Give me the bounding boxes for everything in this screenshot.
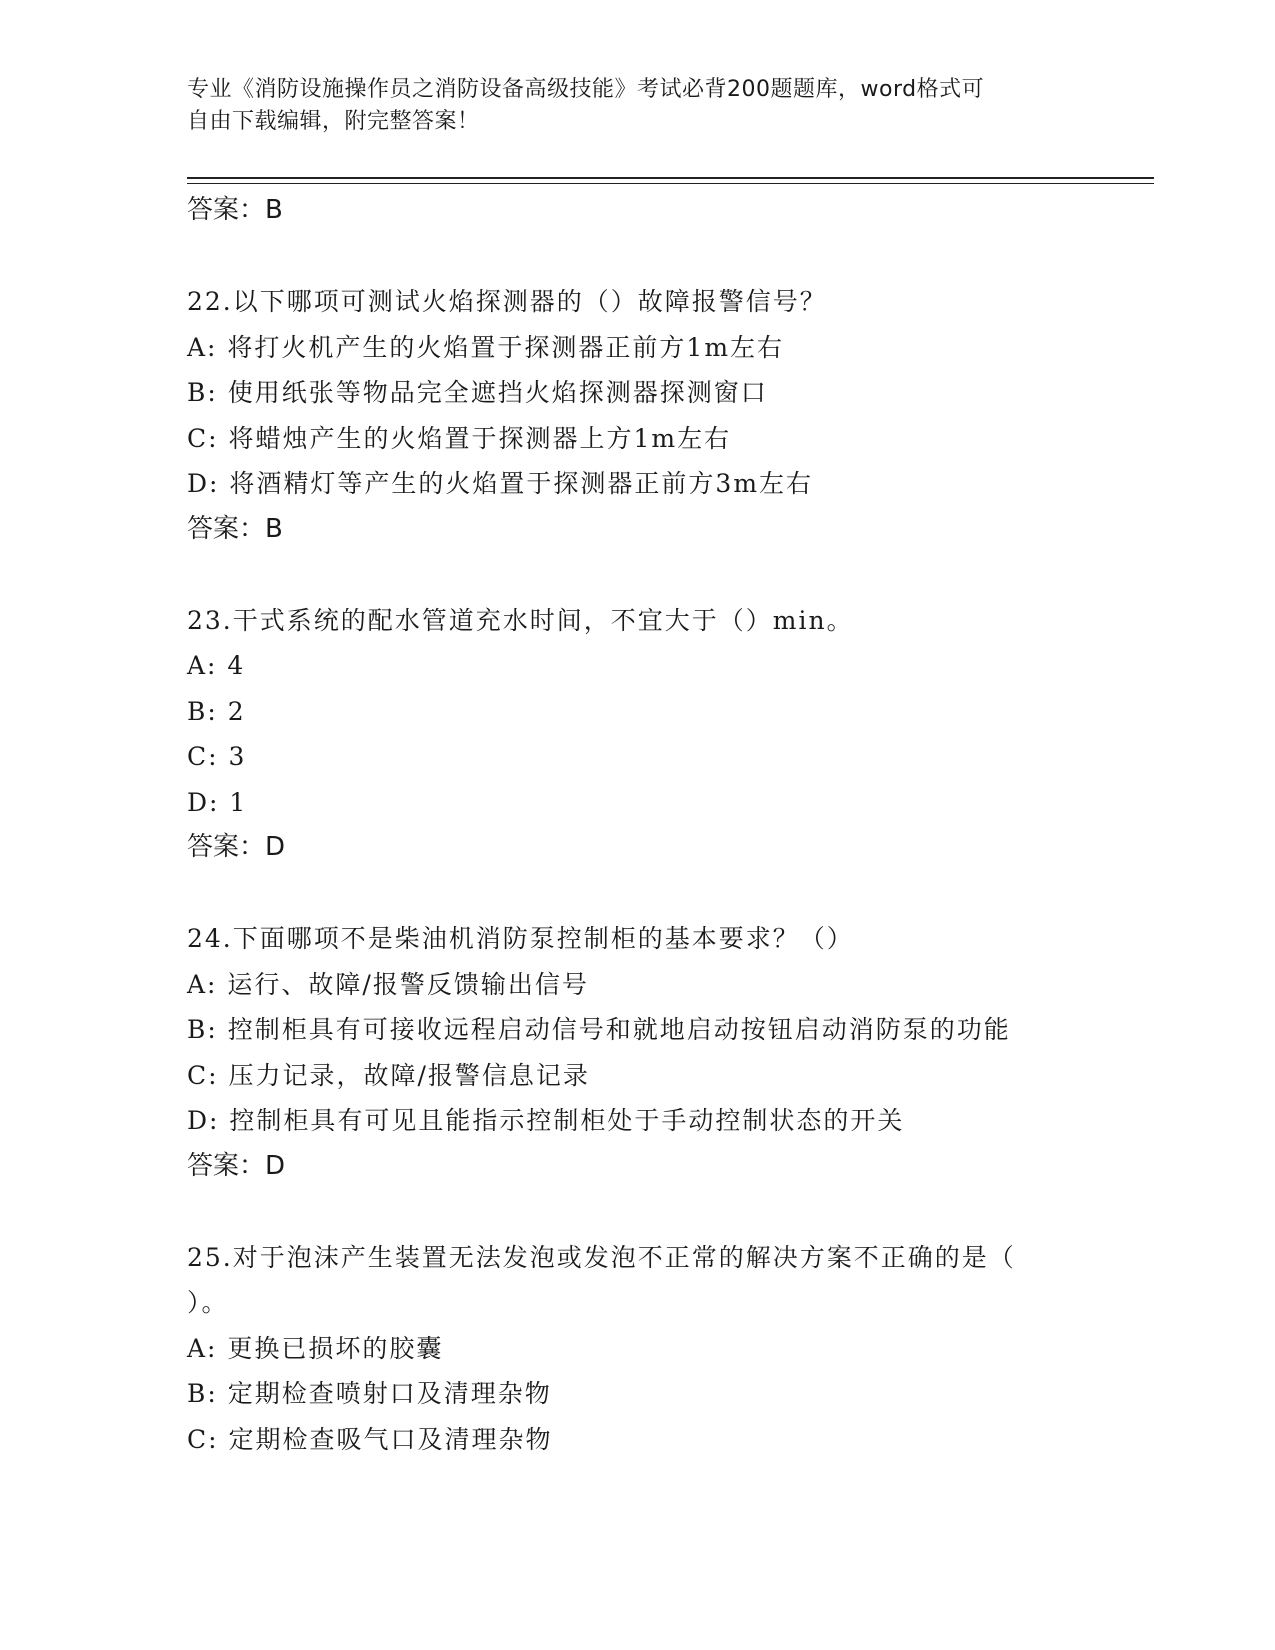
question-25 (187, 1235, 1087, 1463)
option-b: B: 2 (187, 696, 246, 726)
option-d: D: 1 (187, 787, 248, 817)
spacer (187, 233, 1087, 279)
answer: 答案：B (187, 513, 283, 544)
question-23 (187, 598, 1087, 871)
page-header (187, 74, 1067, 138)
option-c: C: 3 (187, 742, 247, 771)
option-c: C: 压力记录，故障/报警信息记录 (187, 1060, 590, 1090)
question-stem-continued: ）。 (187, 1288, 229, 1317)
option-d: D: 将酒精灯等产生的火焰置于探测器正前方3m左右 (187, 469, 814, 498)
question-22 (187, 279, 1087, 552)
option-b: B: 定期检查喷射口及清理杂物 (187, 1379, 552, 1408)
header-line-1: 专业《消防设施操作员之消防设备高级技能》考试必背200题题库，word格式可 (187, 77, 985, 102)
header-line-2: 自由下载编辑，附完整答案！ (187, 109, 480, 134)
answer: 答案：D (187, 832, 286, 862)
answer-21: 答案：B (187, 195, 283, 225)
option-b: B: 使用纸张等物品完全遮挡火焰探测器探测窗口 (187, 378, 768, 407)
option-a: A: 将打火机产生的火焰置于探测器正前方1m左右 (187, 332, 785, 362)
option-a: A: 更换已损坏的胶囊 (187, 1333, 444, 1363)
question-stem: 22.以下哪项可测试火焰探测器的（）故障报警信号？ (187, 287, 827, 316)
question-stem: 23.干式系统的配水管道充水时间，不宜大于（）min。 (187, 605, 854, 635)
spacer (187, 1189, 1087, 1235)
spacer (187, 552, 1087, 598)
header-divider-thick (187, 177, 1154, 179)
option-a: A: 运行、故障/报警反馈输出信号 (187, 969, 589, 999)
question-list (187, 188, 1087, 1462)
question-stem: 24.下面哪项不是柴油机消防泵控制柜的基本要求？（） (187, 924, 854, 953)
answer: 答案：D (187, 1150, 286, 1181)
question-stem: 25.对于泡沫产生装置无法发泡或发泡不正常的解决方案不正确的是（ (187, 1242, 1016, 1272)
option-d: D: 控制柜具有可见且能指示控制柜处于手动控制状态的开关 (187, 1106, 905, 1135)
question-24 (187, 916, 1087, 1189)
option-c: C: 定期检查吸气口及清理杂物 (187, 1424, 553, 1454)
option-c: C: 将蜡烛产生的火焰置于探测器上方1m左右 (187, 423, 732, 453)
spacer (187, 870, 1087, 916)
option-b: B: 控制柜具有可接收远程启动信号和就地启动按钮启动消防泵的功能 (187, 1015, 1011, 1044)
header-divider-thin (187, 183, 1154, 184)
option-a: A: 4 (187, 651, 246, 680)
